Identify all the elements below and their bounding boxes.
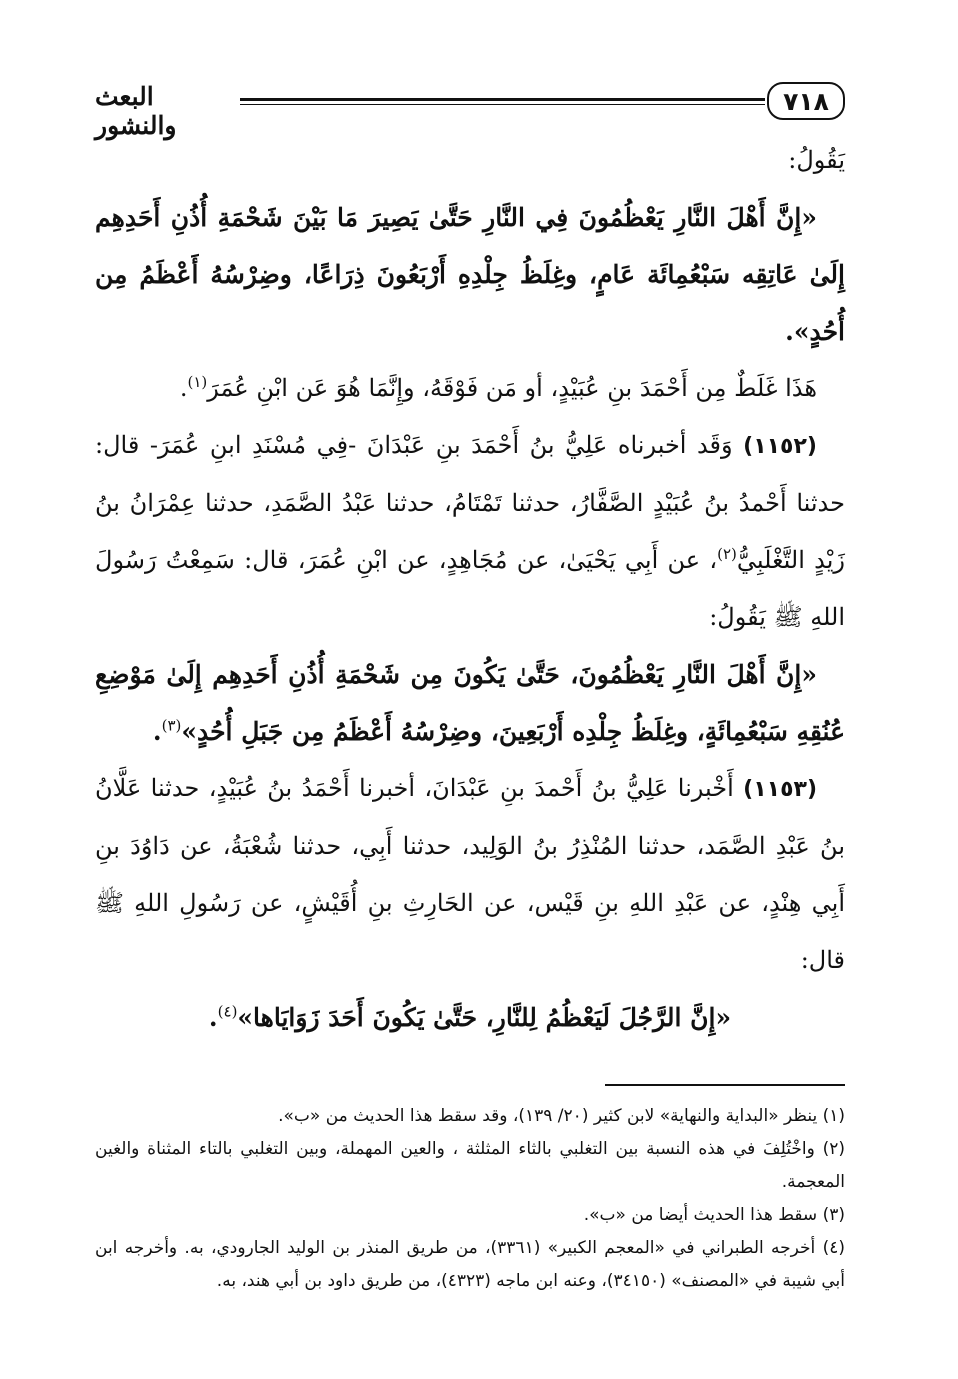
isnad-text-a: وَقَد أخبرناه عَلِيُّ بنُ أَحْمَدَ بنِ عَبْدَانَ -فِي مُسْنَدِ ابنِ عُمَرَ- قال: حدثنا أَحْمدُ بنُ عُبَيْدٍ الصَّفَّارُ، حدثنا تَمْتَامُ، حدثنا عَبْدُ الصَّمَدِ، حدثنا عِمْرَانُ بنُ زَيْدٍ التَّغْلَبِيُّ bbox=[95, 431, 845, 574]
main-text bbox=[95, 132, 845, 1046]
footnote-ref-2: (٢) bbox=[717, 545, 737, 563]
book-page bbox=[95, 70, 845, 1320]
header-rule-thin bbox=[240, 104, 765, 105]
page-number: ٧١٨ bbox=[767, 82, 845, 120]
footnotes bbox=[95, 1100, 845, 1298]
hadith-number-2: (١١٥٣) bbox=[743, 777, 817, 802]
commentary-paragraph: هَذَا غَلَطٌ مِن أَحْمَدَ بنِ عُبَيْدٍ، أو مَن فَوْقَهُ، وإِنَّمَا هُوَ عَن ابْنِ عُمَرَ$^{(١)}$. bbox=[179, 373, 817, 402]
commentary-text: هَذَا غَلَطٌ مِن أَحْمَدَ بنِ عُبَيْدٍ، أو مَن فَوْقَهُ، وإِنَّمَا هُوَ عَن ابْنِ عُمَرَ bbox=[207, 374, 817, 402]
hadith-matn-2: «إِنَّ أَهْلَ النَّارِ يَعْظُمُونَ، حَتَّىٰ يَكُونَ مِن شَحْمَةِ أُذُنِ أَحَدِهِم إِلَىٰ مَوْضِعِ عُنُقِهِ سَبْعُمِائَةٍ، وغِلَظُ جِلْدِه أَرْبَعِينَ، وضِرْسُهُ أَعْظَمُ مِن جَبَلِ أُحُدٍ» bbox=[95, 660, 845, 746]
footnote-3: (٣) سقط هذا الحديث أيضا من «ب». bbox=[583, 1205, 845, 1225]
hadith-text-2: «إِنَّ أَهْلَ النَّارِ يَعْظُمُونَ، حَتَّىٰ يَكُونَ مِن شَحْمَةِ أُذُنِ أَحَدِهِم إِلَىٰ مَوْضِعِ عُنُقِهِ سَبْعُمِائَةٍ، وغِلَظُ جِلْدِه أَرْبَعِينَ، وضِرْسُهُ أَعْظَمُ مِن جَبَلِ أُحُدٍ»$^{(٣)}$. bbox=[95, 660, 845, 746]
header-rule bbox=[240, 98, 765, 101]
page-header bbox=[95, 70, 845, 140]
footnote-ref-3: (٣) bbox=[161, 716, 182, 735]
hadith-text: «إِنَّ أَهْلَ النَّارِ يَعْظُمُونَ فِي النَّارِ حَتَّىٰ يَصِيرَ مَا بَيْنَ شَحْمَةِ أُذُنِ أَحَدِهِم إِلَىٰ عَاتِقِه سَبْعُمِائَة عَامٍ، وغِلَظُ جِلْدِهِ أَرْبَعُونَ ذِرَاعًا، وضِرْسُهُ أَعْظَمُ مِن أُحُدٍ». bbox=[95, 203, 845, 346]
footnote-4: (٤) أخرجه الطبراني في «المعجم الكبير» (٣٣٦١)، من طريق المنذر بن الوليد الجارودي، به. وأخرجه ابن أبي شيبة في «المصنف» (٣٤١٥٠)، وعنه ابن ماجه (٤٣٢٣)، من طريق داود بن أبي هند، به. bbox=[95, 1238, 845, 1291]
footnote-1: (١) ينظر «البداية والنهاية» لابن كثير (٢٠/ ١٣٩)، وقد سقط هذا الحديث من «ب». bbox=[278, 1106, 845, 1126]
hadith-number: (١١٥٢) bbox=[743, 434, 817, 459]
narration-1153 bbox=[95, 760, 845, 989]
footnote-ref-4: (٤) bbox=[217, 1002, 238, 1021]
isnad-text-b: ، عن أَبِي يَحْيَىٰ، عن مُجَاهِدٍ، عن ابْنِ عُمَرَ، قال: سَمِعْتُ رَسُولَ اللهِ ﷺ يَقُولُ: bbox=[95, 546, 845, 631]
isnad-text-2: أَخْبرنا عَلِيُّ بنُ أَحْمدَ بنِ عَبْدَانَ، أخبرنا أَحْمَدُ بنُ عُبَيْدٍ، حدثنا عَلَّانُ بنُ عَبْدِ الصَّمَد، حدثنا المُنْذِرُ بنُ الوَلِيد، حدثنا أَبِي، حدثنا شُعْبَةُ، عن دَاوُدَ بنِ أَبِي هِنْدٍ، عن عَبْدِ اللهِ بنِ قَيْس، عن الحَارِثِ بنِ أُقَيْشٍ، عن رَسُولِ اللهِ ﷺ قال: bbox=[95, 774, 846, 974]
footnote-2: (٢) واخْتُلِفَ في هذه النسبة بين التغلبي بالثاء المثلثة ، والعين المهملة، وبين التغلبي بالتاء المثناة والغين المعجمة. bbox=[95, 1139, 845, 1192]
hadith-matn-3: «إِنَّ الرَّجُلَ لَيَعْظُمُ لِلنَّارِ، حَتَّىٰ يَكُونَ أَحَدَ زَوَايَاها» bbox=[237, 1003, 732, 1032]
footnote-separator bbox=[605, 1084, 845, 1086]
narration-1152 bbox=[95, 417, 845, 646]
hadith-text-3: «إِنَّ الرَّجُلَ لَيَعْظُمُ لِلنَّارِ، حَتَّىٰ يَكُونَ أَحَدَ زَوَايَاها»$^{(٤)}$. bbox=[208, 1002, 732, 1032]
footnote-ref-1: (١) bbox=[187, 373, 208, 391]
paragraph-intro: يَقُولُ: bbox=[788, 146, 845, 174]
book-title: البعث والنشور bbox=[95, 82, 177, 140]
